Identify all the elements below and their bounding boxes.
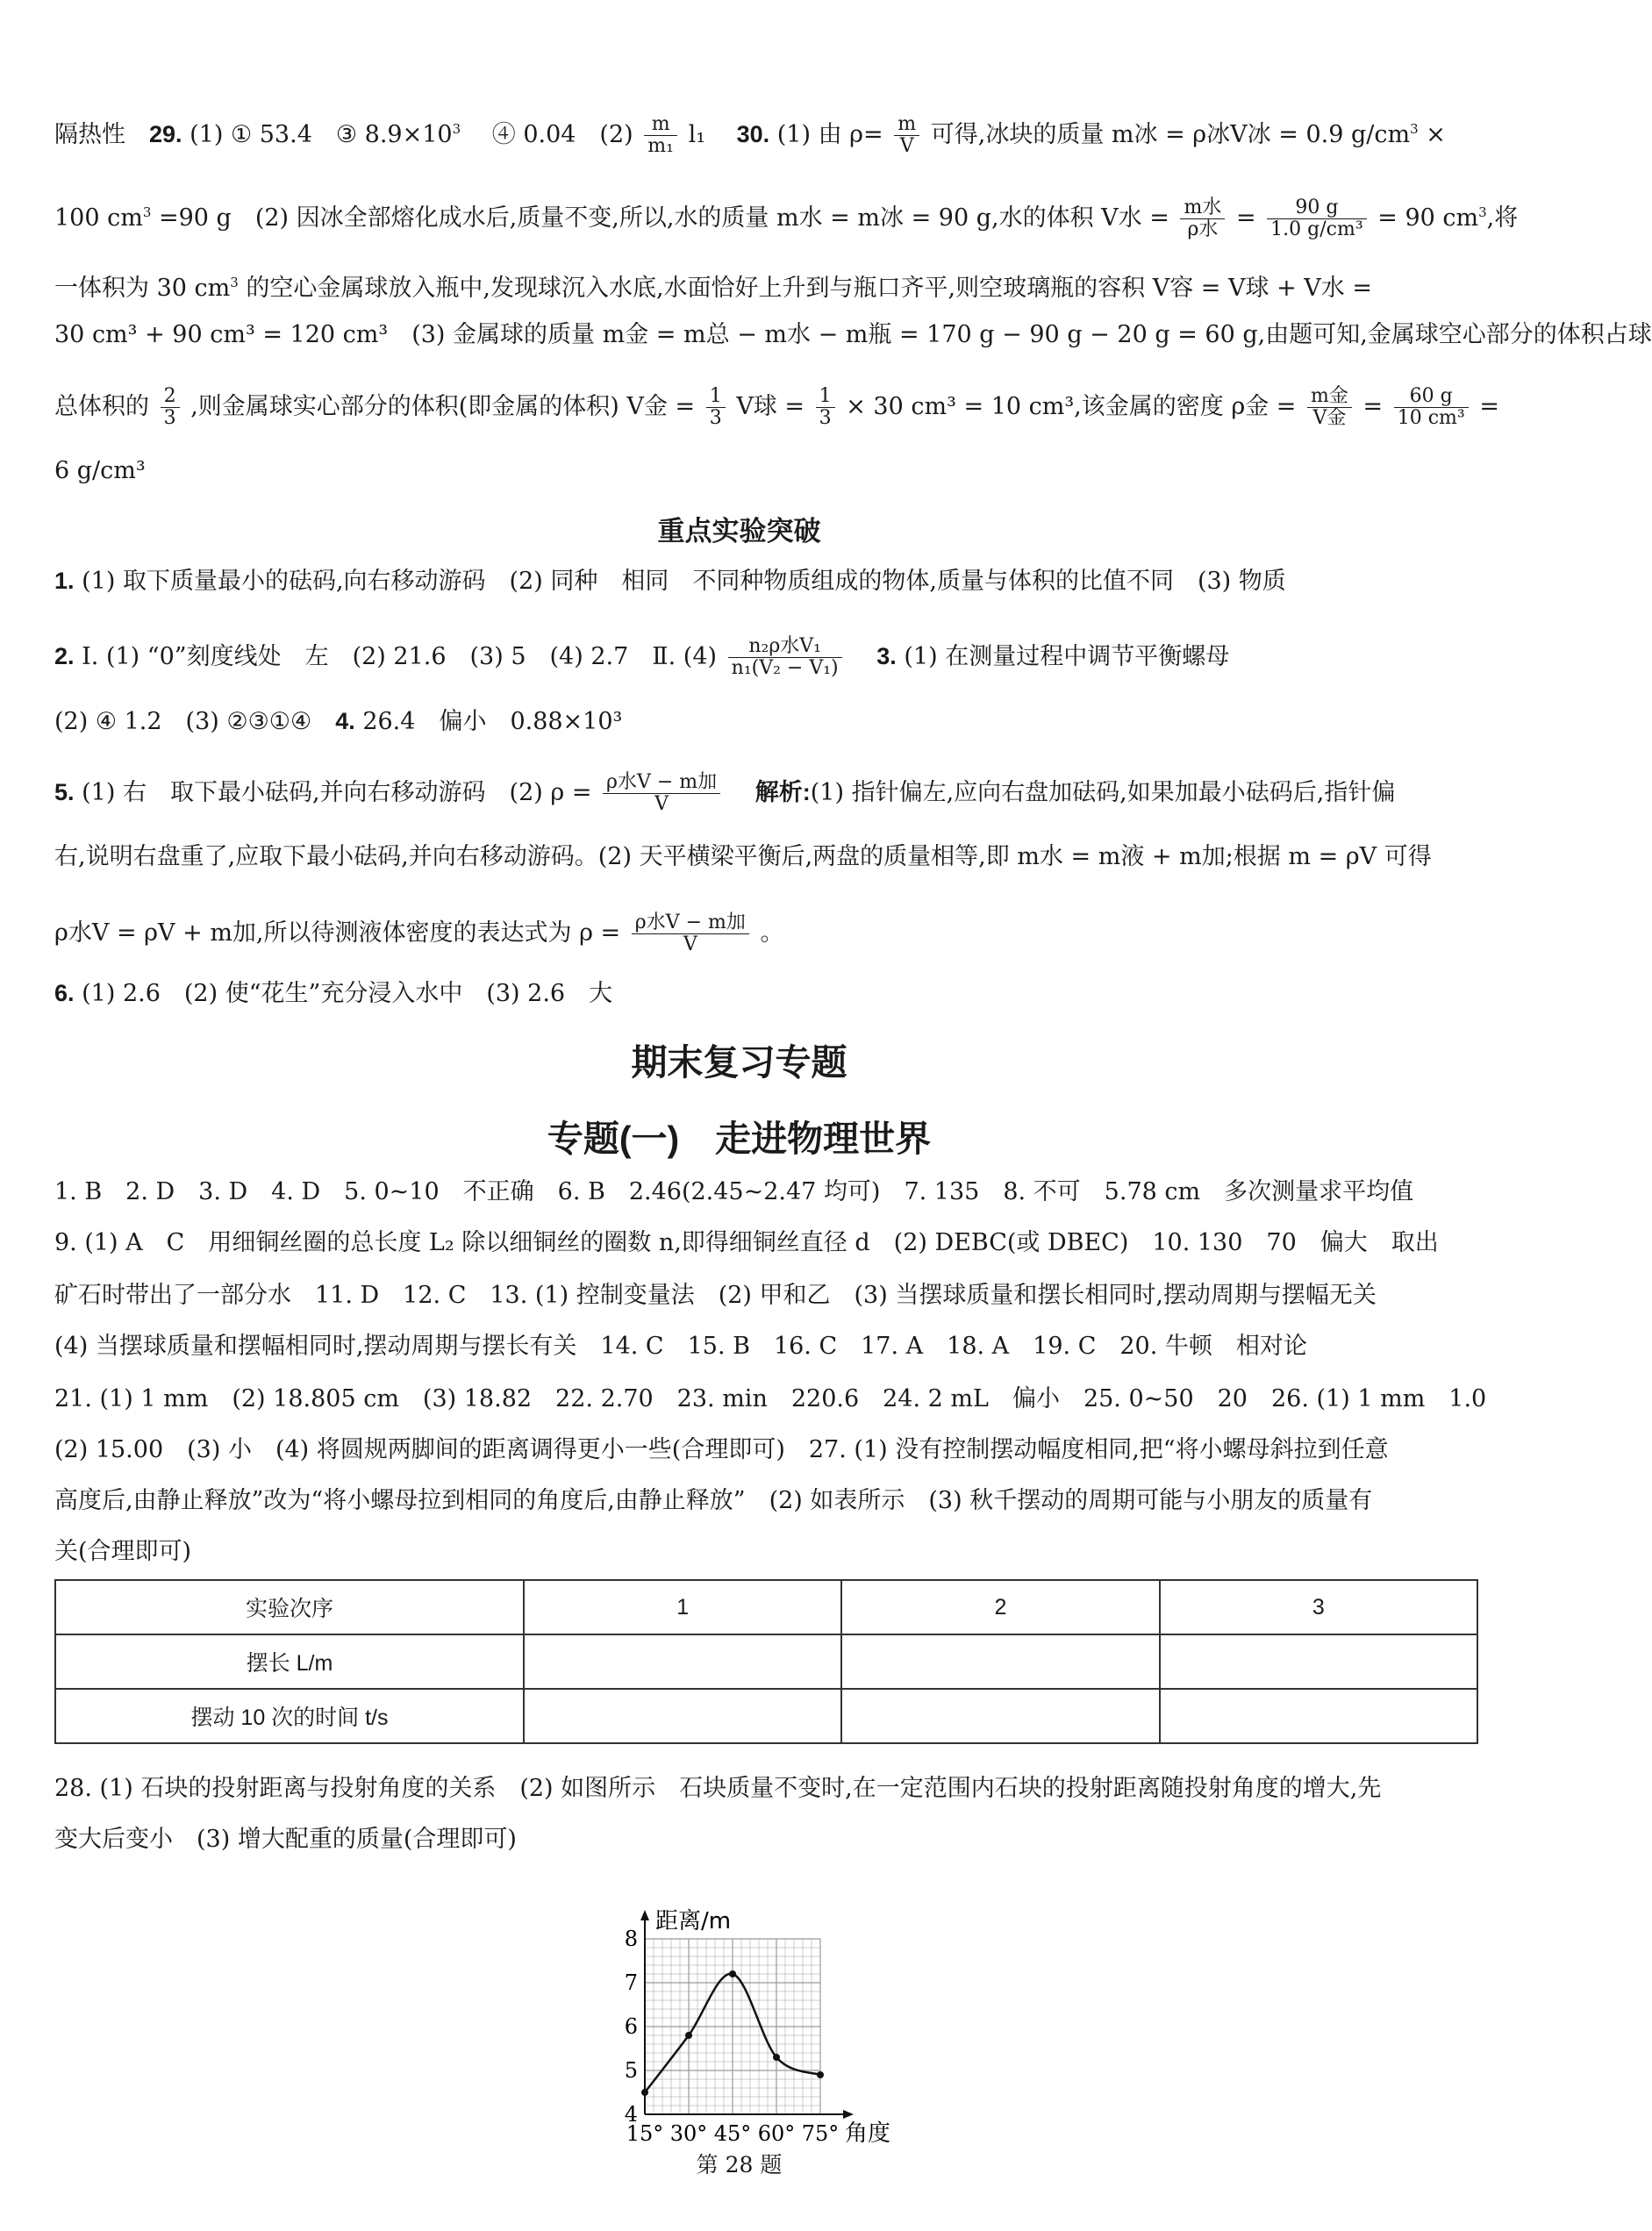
text-span: 26.4 偏小 0.88×10³ — [362, 708, 623, 735]
numerator: 1 — [706, 386, 726, 408]
text-line — [54, 268, 1478, 304]
table-header-cell: 3 — [1160, 1580, 1477, 1634]
numerator: m水 — [1180, 197, 1225, 219]
y-tick-label: 4 — [624, 2102, 638, 2127]
numerator: ρ水V − m加 — [603, 772, 720, 794]
question-number: 29. — [149, 121, 182, 147]
question-number: 4. — [335, 708, 355, 734]
superscript: 3 — [452, 121, 461, 137]
text-span: l₁ — [688, 121, 706, 148]
text-span: = 90 cm — [1377, 204, 1479, 232]
text-span: 右,说明右盘重了,应取下最小砝码,并向右移动游码。(2) 天平横梁平衡后,两盘的质量相等,即 m水 = m液 + m加;根据 m = ρV 可得 — [54, 843, 1432, 870]
chapter-heading: 期末复习专题 — [631, 1042, 847, 1083]
denominator: n₁(V₂ − V₁) — [731, 657, 839, 679]
fraction — [603, 772, 720, 815]
table-row — [55, 1689, 1477, 1743]
y-tick-label: 7 — [624, 1970, 638, 1995]
table-cell — [841, 1634, 1159, 1689]
table-row-label: 摆动 10 次的时间 t/s — [55, 1689, 524, 1743]
table-row-label: 摆长 L/m — [55, 1634, 524, 1689]
denominator: V — [899, 135, 914, 157]
table-cell — [841, 1689, 1159, 1743]
fraction — [1267, 197, 1366, 240]
text-span: V球 = — [736, 393, 805, 420]
x-tick-label: 45° — [713, 2121, 752, 2146]
text-span: (1) 取下质量最小的砝码,向右移动游码 (2) 同种 相同 不同种物质组成的物体,质量与体积的比值不同 (3) 物质 — [82, 568, 1286, 595]
fraction — [1180, 197, 1225, 240]
text-line: (2) 15.00 (3) 小 (4) 将圆规两脚间的距离调得更小一些(合理即可) 27. (1) 没有控制摆动幅度相同,把“将小螺母斜拉到任意 — [54, 1436, 1389, 1463]
denominator: 10 cm³ — [1397, 407, 1465, 429]
text-line — [54, 706, 1478, 737]
text-line: 9. (1) A C 用细铜丝圈的总长度 L₂ 除以细铜丝的圈数 n,即得细铜丝直径 d (2) DEBC(或 DBEC) 10. 130 70 偏大 取出 — [54, 1229, 1439, 1256]
fraction — [894, 114, 919, 157]
text-line — [54, 566, 1478, 597]
text-span: (1) 由 ρ= — [776, 121, 883, 148]
table-header-cell: 2 — [841, 1580, 1159, 1634]
fraction — [728, 636, 842, 679]
fraction — [161, 386, 180, 429]
fraction — [1307, 386, 1352, 429]
text-span: 。 — [760, 919, 784, 947]
text-span: (1) 右 取下最小砝码,并向右移动游码 (2) ρ = — [82, 779, 592, 806]
x-tick-label: 60° — [757, 2121, 796, 2146]
denominator: V金 — [1312, 407, 1347, 429]
numerator: m金 — [1307, 386, 1352, 408]
question-number: 30. — [736, 121, 770, 147]
text-span: 总体积的 — [54, 393, 149, 420]
numerator: 1 — [816, 386, 835, 408]
text-line — [54, 912, 1478, 955]
data-point — [641, 2089, 648, 2096]
question-number: 3. — [876, 643, 897, 669]
text-line: (4) 当摆球质量和摆幅相同时,摆动周期与摆长有关 14. C 15. B 16. C 17. A 18. A 19. C 20. 牛顿 相对论 — [54, 1333, 1307, 1360]
fraction — [816, 386, 835, 429]
fraction — [706, 386, 726, 429]
superscript: 3 — [230, 275, 239, 290]
table-cell — [1160, 1634, 1477, 1689]
text-span: (1) 2.6 (2) 使“花生”充分浸入水中 (3) 2.6 大 — [82, 980, 613, 1007]
numerator: ρ水V − m加 — [632, 912, 749, 934]
text-line — [54, 385, 1499, 429]
y-tick-label: 6 — [624, 2014, 638, 2039]
superscript: 3 — [142, 204, 152, 220]
text-line: 矿石时带出了一部分水 11. D 12. C 13. (1) 控制变量法 (2) 甲和乙 (3) 当摆球质量和摆长相同时,摆动周期与摆幅无关 — [54, 1282, 1377, 1309]
section-heading: 重点实验突破 — [657, 516, 821, 547]
text-line: 28. (1) 石块的投射距离与投射角度的关系 (2) 如图所示 石块质量不变时,在一定范围内石块的投射距离随投射角度的增大,先 — [54, 1775, 1382, 1802]
topic-heading: 专题(一) 走进物理世界 — [547, 1119, 932, 1159]
denominator: 3 — [819, 407, 832, 429]
text-line: 变大后变小 (3) 增大配重的质量(合理即可) — [54, 1826, 517, 1853]
table-row — [55, 1634, 1477, 1689]
question-number: 6. — [54, 980, 75, 1006]
text-span: 30 cm³ + 90 cm³ = 120 cm³ (3) 金属球的质量 m金 = m总 − m水 − m瓶 = 170 g − 90 g − 20 g = 60 g,由题可知,金属球空心部分的体积占球 — [54, 321, 1652, 348]
denominator: V — [683, 933, 697, 955]
text-span: = — [1235, 204, 1256, 232]
question-number: 5. — [54, 779, 75, 805]
denominator: 3 — [163, 407, 176, 429]
text-span: (2) ④ 1.2 (3) ②③①④ — [54, 708, 336, 735]
denominator: m₁ — [647, 135, 674, 157]
numerator: m — [644, 114, 677, 136]
numerator: m — [894, 114, 919, 136]
text-span: 100 cm — [54, 204, 143, 232]
question-number: 2. — [54, 643, 75, 669]
text-line — [54, 772, 1478, 815]
text-line — [54, 197, 1519, 240]
text-line — [54, 456, 1478, 486]
text-span: (1) 在测量过程中调节平衡螺母 — [904, 643, 1230, 670]
text-line: 21. (1) 1 mm (2) 18.805 cm (3) 18.82 22. 2.70 23. min 220.6 24. 2 mL 偏小 25. 0~50 20 26. (1) 1 mm 1.0 — [54, 1385, 1487, 1412]
text-span: ④ 0.04 (2) — [468, 121, 633, 148]
fraction — [1394, 386, 1469, 429]
y-tick-label: 8 — [624, 1927, 638, 1951]
text-line — [54, 114, 1478, 157]
text-span: 可得,冰块的质量 m冰 = ρ冰V冰 = 0.9 g/cm — [930, 121, 1411, 148]
text-span: 的空心金属球放入瓶中,发现球沉入水底,水面恰好上升到与瓶口齐平,则空玻璃瓶的容积 V容 = V球 + V水 = — [238, 275, 1372, 302]
x-axis-arrow — [843, 2110, 854, 2119]
table-cell — [524, 1689, 841, 1743]
table-cell — [524, 1634, 841, 1689]
data-point — [685, 2032, 692, 2039]
text-line: 关(合理即可) — [54, 1538, 192, 1565]
table-row — [55, 1580, 1477, 1634]
y-tick-label: 5 — [624, 2058, 638, 2083]
denominator: ρ水 — [1187, 218, 1219, 240]
numerator: 90 g — [1267, 197, 1366, 219]
numerator: 2 — [161, 386, 180, 408]
data-point — [773, 2054, 780, 2061]
table-header-cell: 1 — [524, 1580, 841, 1634]
x-tick-label: 30° — [669, 2121, 708, 2146]
figure-caption: 第 28 题 — [696, 2152, 783, 2177]
text-line — [54, 978, 1478, 1009]
text-span: ,将 — [1486, 204, 1519, 232]
fraction — [644, 114, 677, 157]
denominator: 3 — [709, 407, 722, 429]
table-cell — [1160, 1689, 1477, 1743]
text-span: 隔热性 — [54, 121, 125, 148]
text-line — [54, 842, 1478, 872]
question-number: 1. — [54, 568, 75, 594]
x-axis-label: 角度 — [845, 2120, 891, 2147]
numerator: 60 g — [1394, 386, 1469, 408]
text-span: × 30 cm³ = 10 cm³,该金属的密度 ρ金 = — [846, 393, 1297, 420]
experiment-table — [54, 1579, 1478, 1744]
text-span: =90 g (2) 因冰全部熔化成水后,质量不变,所以,水的质量 m水 = m冰 = 90 g,水的体积 V水 = — [158, 204, 1169, 232]
x-tick-label: 75° — [801, 2121, 840, 2146]
analysis-label: 解析: — [754, 779, 811, 805]
y-axis-label: 距离/m — [655, 1908, 732, 1934]
denominator: 1.0 g/cm³ — [1270, 218, 1363, 240]
superscript: 3 — [1410, 121, 1419, 137]
data-point — [729, 1970, 736, 1977]
fraction — [632, 912, 749, 955]
text-span: 一体积为 30 cm — [54, 275, 231, 302]
text-span: × — [1418, 121, 1446, 148]
text-span: 6 g/cm³ — [54, 457, 146, 484]
denominator: V — [654, 793, 669, 815]
y-axis-arrow — [640, 1910, 649, 1920]
text-span: = — [1362, 393, 1384, 420]
table-header-cell: 实验次序 — [55, 1580, 524, 1634]
text-span: (1) ① 53.4 ③ 8.9×10 — [190, 121, 453, 148]
superscript: 3 — [1478, 204, 1487, 220]
distance-angle-chart — [614, 1869, 948, 2149]
text-line — [54, 636, 1478, 679]
text-line — [54, 320, 1652, 350]
text-line: 1. B 2. D 3. D 4. D 5. 0~10 不正确 6. B 2.46(2.45~2.47 均可) 7. 135 8. 不可 5.78 cm 多次测量求平均值 — [54, 1178, 1414, 1205]
numerator: n₂ρ水V₁ — [728, 636, 842, 658]
text-line: 高度后,由静止释放”改为“将小螺母拉到相同的角度后,由静止释放” (2) 如表所示 (3) 秋千摆动的周期可能与小朋友的质量有 — [54, 1487, 1373, 1514]
text-span: (1) 指针偏左,应向右盘加砝码,如果加最小砝码后,指针偏 — [810, 779, 1396, 806]
x-tick-label: 15° — [626, 2121, 664, 2146]
data-point — [817, 2071, 824, 2078]
text-span: ρ水V = ρV + m加,所以待测液体密度的表达式为 ρ = — [54, 919, 621, 947]
text-span: Ⅰ. (1) “0”刻度线处 左 (2) 21.6 (3) 5 (4) 2.7 Ⅱ. (4) — [82, 643, 718, 670]
text-span: = — [1479, 393, 1499, 420]
text-span: ,则金属球实心部分的体积(即金属的体积) V金 = — [190, 393, 696, 420]
